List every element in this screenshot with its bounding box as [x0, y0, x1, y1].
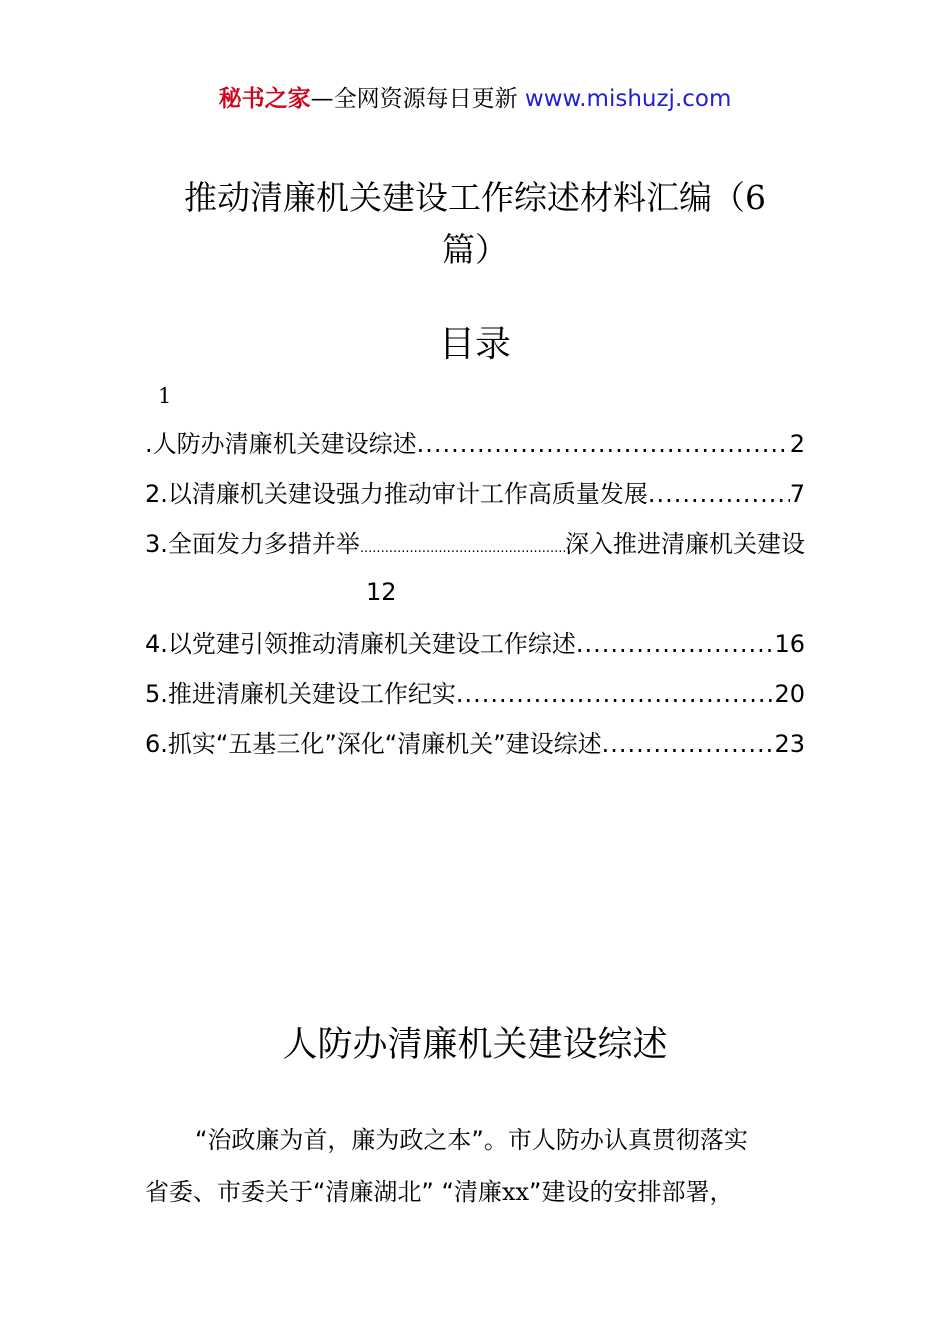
- body-paragraph-line-1: “治政廉为首，廉为政之本”。市人防办认真贯彻落实: [195, 1126, 748, 1154]
- toc-dot-leader: [417, 428, 790, 460]
- toc-item-page: 2: [789, 430, 805, 458]
- toc-item-6[interactable]: [145, 728, 805, 760]
- toc-dot-leader: [648, 478, 790, 510]
- toc-dot-leader: [602, 728, 775, 760]
- body-text: 省委、市委关于“清廉湖北” “清廉: [145, 1178, 502, 1206]
- body-text-placeholder: xx: [501, 1178, 530, 1206]
- brand-name: 秘书之家: [218, 86, 311, 112]
- toc-item-1-number: 1: [158, 384, 172, 408]
- document-title: [150, 172, 800, 276]
- toc-item-page: 7: [789, 480, 805, 508]
- toc-item-3[interactable]: [145, 528, 805, 565]
- body-paragraph-line-2: [145, 1176, 810, 1208]
- toc-item-title: .人防办清廉机关建设综述: [145, 430, 417, 458]
- section-title: 人防办清廉机关建设综述: [282, 1025, 668, 1065]
- header-tagline: —全网资源每日更新: [310, 86, 518, 112]
- document-title-line-2: 篇）: [442, 230, 508, 269]
- toc-item-page: 20: [774, 680, 805, 708]
- document-title-text: 推动清廉机关建设工作综述材料汇编（: [184, 178, 745, 217]
- document-title-count: 6: [745, 178, 766, 217]
- toc-dot-leader: [360, 533, 565, 565]
- toc-item-title-continued: 深入推进清廉机关建设: [565, 530, 805, 558]
- toc-item-3-page: 12: [366, 578, 397, 606]
- toc-item-page: 16: [774, 630, 805, 658]
- toc-item-1[interactable]: [145, 428, 805, 460]
- body-text: ”建设的安排部署，: [529, 1178, 734, 1206]
- site-url-link[interactable]: www.mishuzj.com: [524, 86, 732, 112]
- toc-dot-leader: [576, 628, 775, 660]
- toc-heading: 目录: [438, 324, 511, 365]
- site-header: [0, 80, 950, 113]
- toc-dot-leader: [456, 678, 775, 710]
- toc-item-2[interactable]: [145, 478, 805, 510]
- toc-item-title: 6.抓实“五基三化”深化“清廉机关”建设综述: [145, 730, 602, 758]
- toc-item-title: 4.以党建引领推动清廉机关建设工作综述: [145, 630, 576, 658]
- toc-item-4[interactable]: [145, 628, 805, 660]
- toc-item-5[interactable]: [145, 678, 805, 710]
- toc-item-title: 2.以清廉机关建设强力推动审计工作高质量发展: [145, 480, 648, 508]
- toc-item-page: 23: [774, 730, 805, 758]
- toc-item-title: 3.全面发力多措并举: [145, 530, 360, 558]
- toc-item-title: 5.推进清廉机关建设工作纪实: [145, 680, 456, 708]
- document-title-line-1: [150, 172, 800, 224]
